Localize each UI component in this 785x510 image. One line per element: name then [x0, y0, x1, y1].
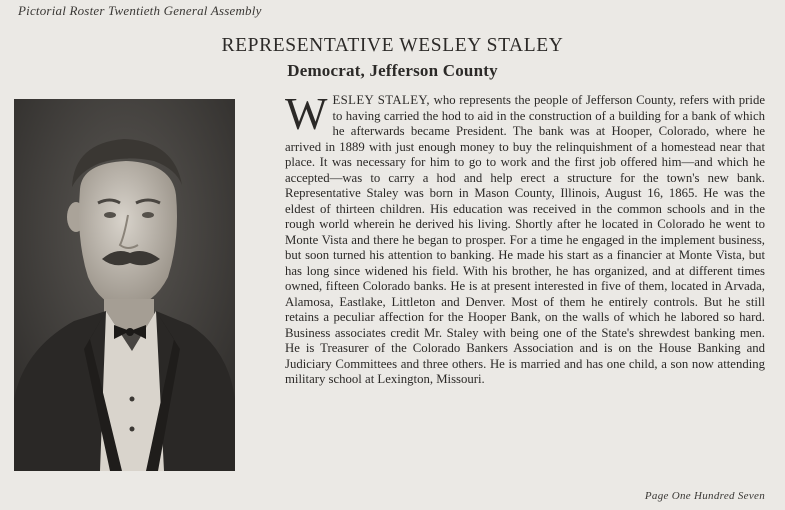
page-title: REPRESENTATIVE WESLEY STALEY — [221, 35, 564, 56]
page-subtitle: Democrat, Jefferson County — [287, 61, 498, 80]
lead-in: ESLEY STALEY, — [332, 93, 430, 107]
article-body — [285, 89, 765, 388]
article-text: who represents the people of Jefferson County, refers with pride to having carried the hod to aid in the construction of a building for a bank of which he afterwards became President. The bank was at Hooper, Colorado, where he arrived in 1889 with just enough money to buy the relinquishment of a homestead near that place. It was necessary for him to go to work and the first job offered him—and which he accepted—was to carry a hod and help erect a structure for the town's new bank. Representative Staley was born in Mason County, Illinois, August 16, 1865. He was the eldest of thirteen children. His education was received in the common schools and in the rough world wherein he derived his living. Shortly after he located in Colorado he went to Monte Vista and there he began to prosper. For a time he engaged in the implement business, but soon turned his attention to banking. He made his start as a financier at Monte Vista, but has long since widened his field. With his brother, he has organized, and at different times owned, fifteen Colorado banks. He is at present interested in five of them, located in Arvada, Alamosa, Eastlake, Littleton and Denver. Most of them he entirely controls. But he still retains a peculiar affection for the Hooper Bank, on the walls of which he labored so hard. Business associates credit Mr. Staley with being one of the State's shrewdest banking men. He is Treasurer of the Colorado Bankers Association and is on the House Banking and Judiciary Committees and three others. He is married and has one child, a son now attending military school at Lexington, Missouri. — [285, 93, 765, 386]
portrait-image — [14, 99, 235, 471]
drop-cap: W — [285, 89, 328, 139]
page-number: Page One Hundred Seven — [644, 490, 765, 502]
running-head: Pictorial Roster Twentieth General Assembly — [18, 3, 262, 18]
portrait-photo — [14, 99, 235, 471]
